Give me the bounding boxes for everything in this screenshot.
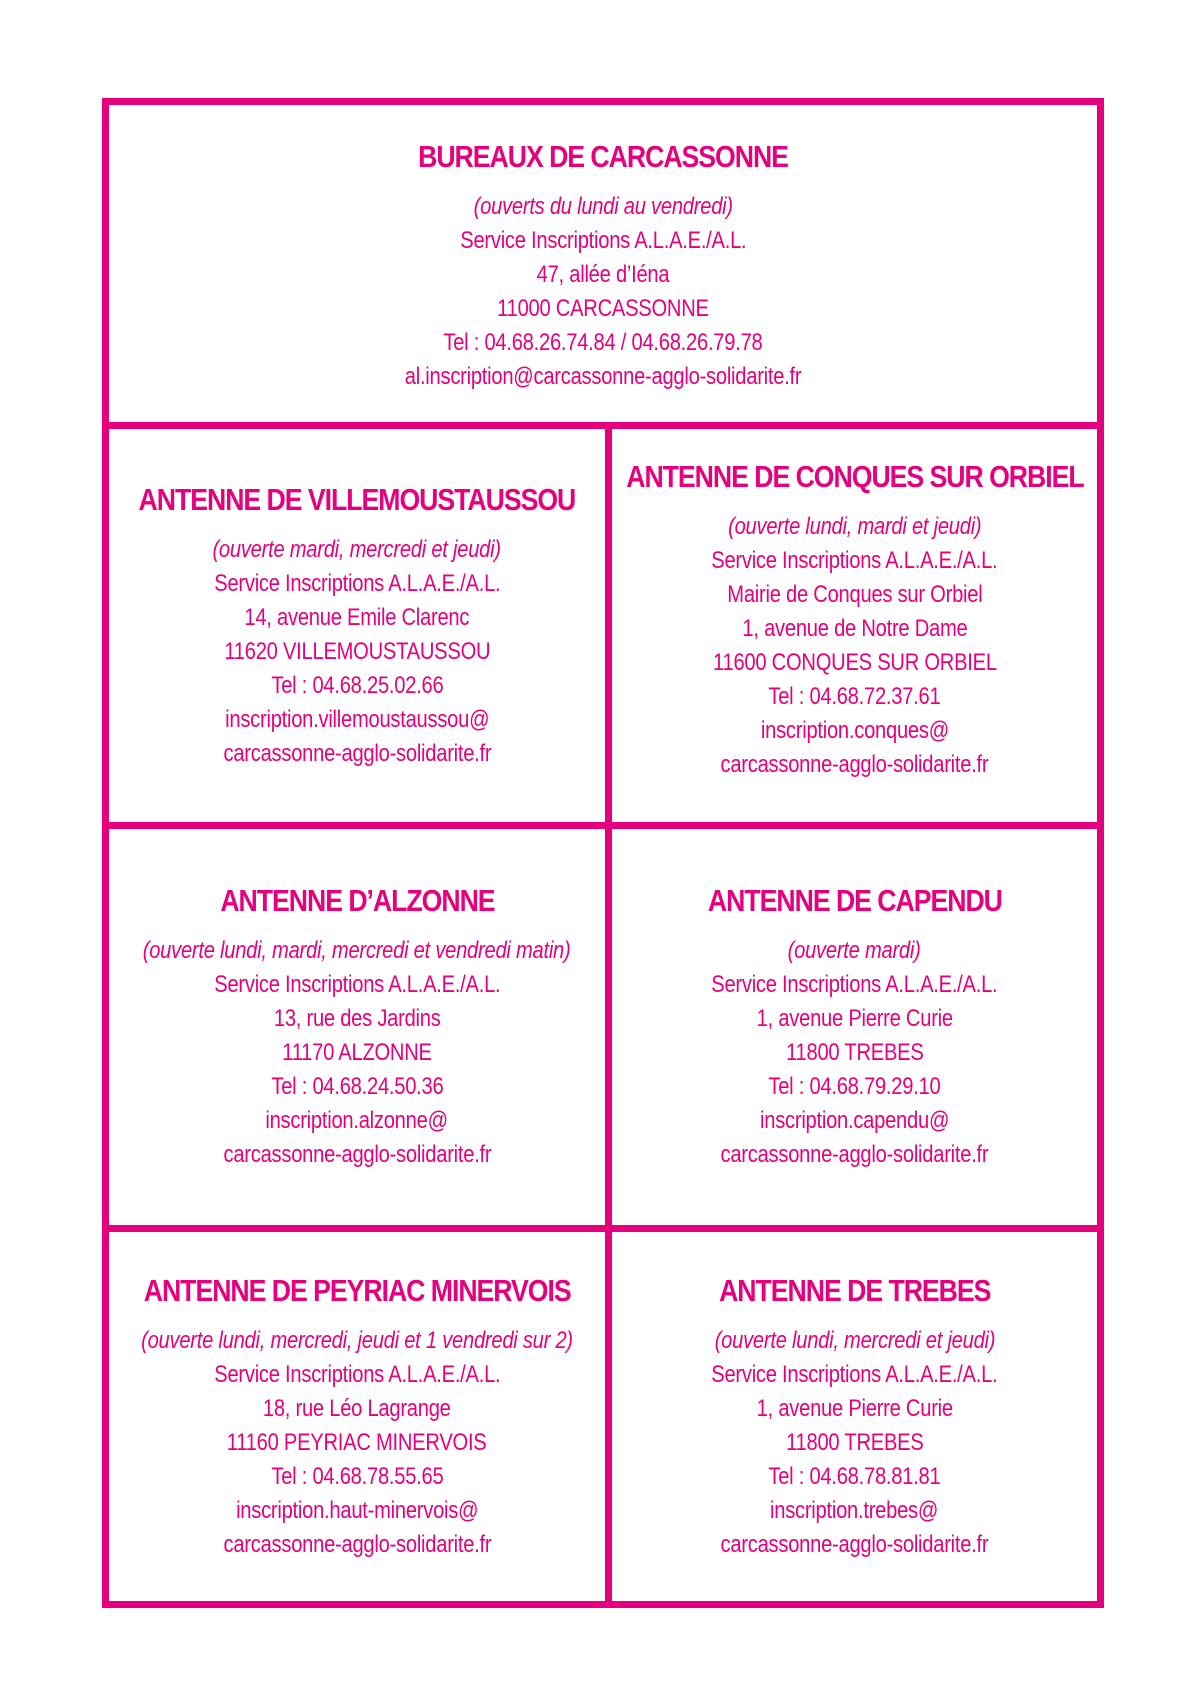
antenna-service: Service Inscriptions A.L.A.E./A.L. — [711, 971, 998, 998]
antenna-city: 11800 TREBES — [785, 1039, 924, 1066]
antenna-city: 11800 TREBES — [785, 1428, 924, 1456]
antenna-address: 13, rue des Jardins — [273, 1005, 441, 1032]
antenna-card-villemoustaussou — [109, 429, 605, 822]
antenna-email-user[interactable]: inscription.villemoustaussou@ — [224, 705, 490, 733]
antenna-email-domain[interactable]: carcassonne-agglo-solidarite.fr — [720, 750, 989, 778]
antenna-email-user[interactable]: inscription.alzonne@ — [265, 1107, 449, 1134]
antenna-address: 1, avenue de Notre Dame — [741, 614, 968, 642]
main-office-email[interactable]: al.inscription@carcassonne-agglo-solidarite.fr — [404, 362, 802, 390]
antenna-title: ANTENNE D’ALZONNE — [219, 883, 495, 918]
antenna-card-trebes — [612, 1232, 1097, 1601]
divider-row-1 — [109, 422, 1097, 429]
antenna-hours: (ouverte mardi, mercredi et jeudi) — [212, 535, 502, 563]
main-office-hours: (ouverts du lundi au vendredi) — [473, 192, 733, 220]
antenna-hours: (ouverte lundi, mercredi et jeudi) — [714, 1326, 995, 1354]
antenna-city: 11170 ALZONNE — [282, 1039, 432, 1066]
antenna-extra: Mairie de Conques sur Orbiel — [726, 580, 983, 608]
antenna-title: ANTENNE DE CONQUES SUR ORBIEL — [625, 458, 1084, 494]
antenna-service: Service Inscriptions A.L.A.E./A.L. — [213, 569, 501, 597]
antenna-service: Service Inscriptions A.L.A.E./A.L. — [213, 971, 501, 998]
antenna-email-domain[interactable]: carcassonne-agglo-solidarite.fr — [223, 1141, 491, 1168]
antenna-address: 1, avenue Pierre Curie — [756, 1394, 953, 1422]
antenna-phone: Tel : 04.68.78.81.81 — [768, 1462, 941, 1490]
antenna-service: Service Inscriptions A.L.A.E./A.L. — [711, 1360, 998, 1388]
antenna-email-domain[interactable]: carcassonne-agglo-solidarite.fr — [223, 1530, 491, 1558]
antenna-title: ANTENNE DE PEYRIAC MINERVOIS — [143, 1272, 571, 1308]
main-office-card — [109, 105, 1097, 422]
antenna-email-user[interactable]: inscription.trebes@ — [770, 1496, 939, 1524]
antenna-phone: Tel : 04.68.78.55.65 — [270, 1462, 444, 1490]
divider-row-3 — [109, 1225, 1097, 1232]
antenna-email-user[interactable]: inscription.conques@ — [760, 716, 949, 744]
antenna-title: ANTENNE DE VILLEMOUSTAUSSOU — [138, 481, 576, 517]
antenna-hours: (ouverte lundi, mercredi, jeudi et 1 vendredi sur 2) — [141, 1326, 573, 1354]
antenna-title: ANTENNE DE CAPENDU — [707, 883, 1002, 918]
main-office-title: BUREAUX DE CARCASSONNE — [418, 138, 788, 174]
antenna-title: ANTENNE DE TREBES — [718, 1272, 991, 1308]
antenna-address: 14, avenue Emile Clarenc — [244, 603, 470, 631]
antenna-hours: (ouverte lundi, mardi, mercredi et vendredi matin) — [143, 937, 571, 964]
antenna-card-peyriac-minervois — [109, 1232, 605, 1601]
offices-frame — [102, 98, 1104, 1608]
antenna-address: 1, avenue Pierre Curie — [756, 1005, 953, 1032]
antenna-card-capendu — [612, 829, 1097, 1225]
antenna-city: 11160 PEYRIAC MINERVOIS — [227, 1428, 487, 1456]
antenna-city: 11620 VILLEMOUSTAUSSOU — [224, 637, 490, 665]
antenna-hours: (ouverte mardi) — [788, 937, 921, 964]
main-office-address: 47, allée d’Iéna — [536, 260, 670, 288]
antenna-email-user[interactable]: inscription.capendu@ — [759, 1107, 950, 1134]
antenna-email-domain[interactable]: carcassonne-agglo-solidarite.fr — [720, 1141, 989, 1168]
antenna-email-domain[interactable]: carcassonne-agglo-solidarite.fr — [223, 739, 491, 767]
antenna-city: 11600 CONQUES SUR ORBIEL — [712, 648, 997, 676]
antenna-hours: (ouverte lundi, mardi et jeudi) — [727, 512, 982, 540]
antenna-phone: Tel : 04.68.24.50.36 — [270, 1073, 444, 1100]
main-office-city: 11000 CARCASSONNE — [497, 294, 709, 322]
antenna-card-conques — [612, 429, 1097, 822]
antenna-email-domain[interactable]: carcassonne-agglo-solidarite.fr — [720, 1530, 989, 1558]
antenna-phone: Tel : 04.68.25.02.66 — [270, 671, 444, 699]
antenna-card-alzonne — [109, 829, 605, 1225]
antenna-phone: Tel : 04.68.72.37.61 — [768, 682, 941, 710]
divider-column — [605, 429, 612, 1601]
main-office-phone: Tel : 04.68.26.74.84 / 04.68.26.79.78 — [443, 328, 763, 356]
divider-row-2 — [109, 822, 1097, 829]
main-office-service: Service Inscriptions A.L.A.E./A.L. — [459, 226, 747, 254]
antenna-phone: Tel : 04.68.79.29.10 — [768, 1073, 941, 1100]
antenna-address: 18, rue Léo Lagrange — [263, 1394, 451, 1422]
antenna-service: Service Inscriptions A.L.A.E./A.L. — [213, 1360, 501, 1388]
antenna-service: Service Inscriptions A.L.A.E./A.L. — [711, 546, 998, 574]
antenna-email-user[interactable]: inscription.haut-minervois@ — [235, 1496, 479, 1524]
